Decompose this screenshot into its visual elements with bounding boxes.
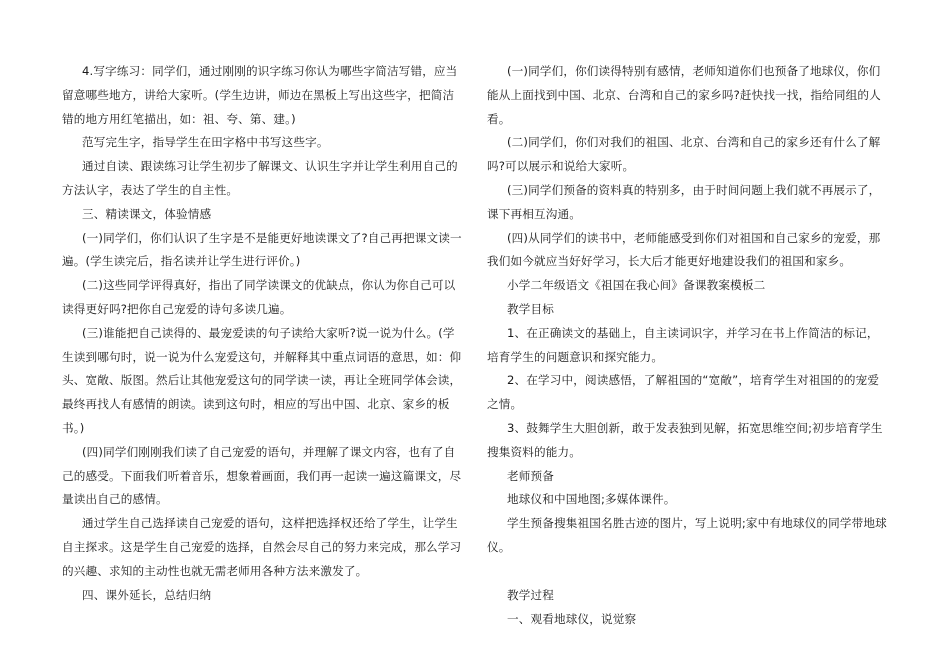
- section-heading: 教学过程: [507, 587, 554, 602]
- paragraph: (一)同学们，你们读得特别有感情，老师知道你们也预备了地球仪，你们能从上面找到中国、北京、台湾和自己的家乡吗?赶快找一找，指给同组的人看。: [487, 64, 881, 126]
- paragraph: (四)同学们刚刚我们读了自己宠爱的语句，并理解了课文内容，也有了自己的感受。下面我们听着音乐，想象着画面，我们再一起读一遍这篇课文，尽量读出自己的感情。: [62, 444, 462, 507]
- paragraph: 1、在正确读文的基础上，自主读词识字，并学习在书上作简洁的标记，培育学生的问题意识和探究能力。: [487, 325, 879, 364]
- paragraph: (四)从同学们的读书中，老师能感受到你们对祖国和自己家乡的宠爱，那我们如今就应当好好学习，长大后才能更好地建设我们的祖国和家乡。: [487, 230, 881, 269]
- left-column: [62, 60, 462, 607]
- paragraph: (三)同学们预备的资料真的特别多，由于时间问题上我们就不再展示了，课下再相互沟通。: [487, 182, 881, 221]
- blank-line: [487, 560, 890, 584]
- paragraph: 范写完生字，指导学生在田字格中书写这些字。: [82, 135, 329, 150]
- right-column: [487, 60, 890, 631]
- paragraph: 4.写字练习：同学们，通过刚刚的识字练习你认为哪些字简洁写错，应当留意哪些地方，讲给大家听。(学生边讲，师边在黑板上写出这些字，把简洁错的地方用红笔描出，如：祖、夸、第、建。): [62, 64, 458, 126]
- paragraph: 学生预备搜集祖国名胜古迹的图片，写上说明;家中有地球仪的同学带地球仪。: [487, 516, 887, 554]
- section-heading: 老师预备: [507, 468, 554, 483]
- paragraph: 地球仪和中国地图;多媒体课件。: [507, 492, 676, 507]
- section-heading: 教学目标: [507, 301, 554, 316]
- paragraph: 3、鼓舞学生大胆创新，敢于发表独到见解，拓宽思维空间;初步培育学生搜集资料的能力。: [487, 420, 883, 459]
- paragraph: 2、在学习中，阅读感悟，了解祖国的“宽敞”，培育学生对祖国的的宠爱之情。: [487, 373, 880, 412]
- section-heading: 一、观看地球仪，说觉察: [507, 611, 637, 626]
- paragraph: 通过自读、跟读练习让学生初步了解课文、认识生字并让学生利用自己的方法认字，表达了学生的自主性。: [62, 159, 458, 197]
- paragraph: (二)同学们，你们对我们的祖国、北京、台湾和自己的家乡还有什么了解吗?可以展示和说给大家听。: [487, 135, 881, 174]
- document-title: 小学二年级语文《祖国在我心间》备课教案模板二: [507, 278, 766, 293]
- paragraph: (二)这些同学评得真好，指出了同学读课文的优缺点，你认为你自己可以读得更好吗?把你自己宠爱的诗句多读几遍。: [62, 278, 456, 316]
- section-heading: 三、精读课文，体验情感: [82, 206, 212, 221]
- paragraph: (一)同学们，你们认识了生字是不是能更好地读课文了?自己再把课文读一遍。(学生读完后，指名读并让学生进行评价。): [62, 230, 462, 269]
- section-heading: 四、课外延长，总结归纳: [82, 587, 212, 602]
- paragraph: (三)谁能把自己读得的、最宠爱读的句子读给大家听?说一说为什么。(学生读到哪句时，说一说为什么宠爱这句，并解释其中重点词语的意思，如：仰头、宽敞、版图。然后让其他宠爱这句的同学读一读，再让全班同学体会读，最终再找人有感情的朗读。读到这句时，相应的写出中国、北京、家乡的板书。): [62, 325, 462, 435]
- paragraph: 通过学生自己选择读自己宠爱的语句，这样把选择权还给了学生，让学生自主探求。这是学生自己宠爱的选择，自然会尽自己的努力来完成，那么学习的兴趣、求知的主动性也就无需老师用各种方法来激发了。: [62, 516, 462, 578]
